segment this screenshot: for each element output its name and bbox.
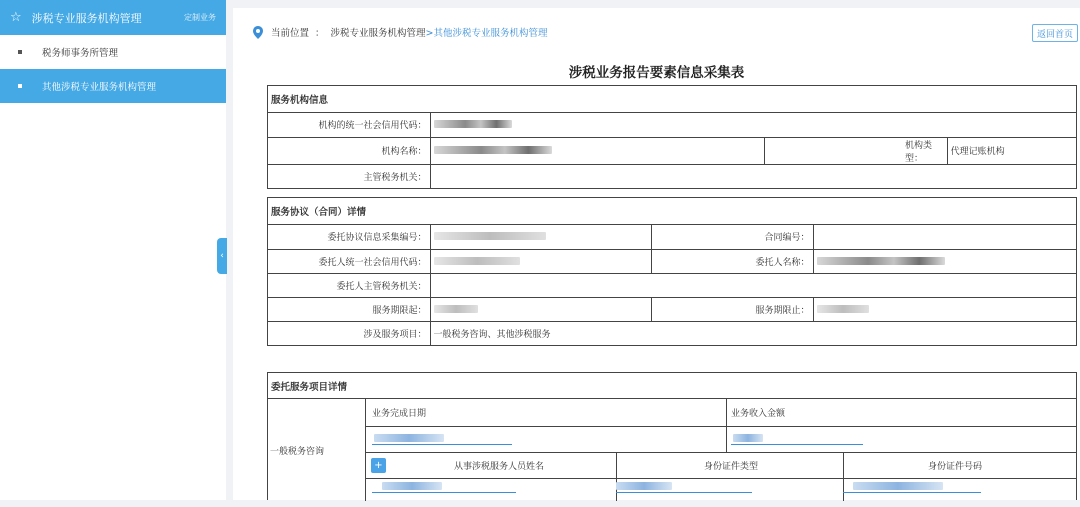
section-title: 委托服务项目详情 — [268, 373, 1076, 399]
form-title: 涉税业务报告要素信息采集表 — [568, 65, 745, 81]
service-items-value: 一般税务咨询、其他涉税服务 — [430, 321, 1076, 345]
client-credit-code-label: 委托人统一社会信用代码： — [268, 249, 430, 273]
service-items-label: 涉及服务项目： — [268, 321, 430, 345]
agency-type-cell — [764, 137, 1076, 164]
section-service-agreement — [267, 197, 1077, 346]
id-type-header: 身份证件类型 — [704, 462, 759, 472]
agreement-no-value — [430, 225, 651, 249]
client-name-value — [813, 249, 1076, 273]
service-end-value — [813, 297, 1076, 321]
sidebar-header[interactable] — [0, 0, 226, 35]
agreement-no-label: 委托协议信息采集编号： — [268, 225, 430, 249]
service-detail-grid — [366, 399, 1076, 501]
sidebar-collapse-button[interactable] — [217, 238, 227, 274]
sidebar-item-label: 其他涉税专业服务机构管理 — [42, 82, 157, 93]
staff-header-row — [366, 453, 1076, 479]
detail-input-row — [366, 427, 1076, 453]
income-amount-header: 业务收入金额 — [731, 409, 786, 419]
custom-business-link[interactable]: 定制业务 — [184, 13, 216, 22]
service-end-label: 服务期限止： — [651, 297, 813, 321]
breadcrumb — [253, 25, 548, 39]
chevron-left-icon: ‹ — [220, 251, 224, 261]
staff-name-input[interactable] — [372, 481, 516, 493]
completion-date-header: 业务完成日期 — [372, 409, 427, 419]
bullet-icon — [18, 50, 22, 54]
main-panel — [233, 8, 1080, 500]
sidebar — [0, 0, 226, 500]
add-staff-button[interactable]: + — [371, 458, 386, 473]
sidebar-item-tax-agent-firm[interactable] — [0, 35, 226, 69]
staff-row — [366, 479, 1076, 501]
agency-name-value — [430, 137, 764, 164]
income-amount-input[interactable] — [731, 433, 863, 445]
sidebar-item-label: 税务师事务所管理 — [42, 48, 119, 59]
agency-type-label: 机构类型： — [905, 140, 933, 164]
service-start-value — [430, 297, 651, 321]
id-type-select[interactable] — [616, 481, 752, 493]
client-name-label: 委托人名称： — [651, 249, 813, 273]
sidebar-item-other-agencies[interactable] — [0, 69, 226, 103]
contract-no-value — [813, 225, 1076, 249]
service-category: 一般税务咨询 — [268, 399, 366, 501]
location-pin-icon — [253, 26, 263, 39]
staff-name-header: 从事涉税服务人员姓名 — [454, 462, 545, 472]
section-title: 服务协议（合同）详情 — [268, 198, 1076, 225]
back-home-button[interactable]: 返回首页 — [1032, 24, 1078, 42]
entrusted-items-table — [268, 399, 1076, 501]
tax-authority-label: 主管税务机关： — [268, 164, 430, 188]
client-credit-code-value — [430, 249, 651, 273]
service-start-label: 服务期限起： — [268, 297, 430, 321]
tax-authority-value — [430, 164, 1076, 188]
star-icon[interactable]: ☆ — [10, 10, 22, 25]
section-agency-info — [267, 85, 1077, 189]
detail-header-row — [366, 399, 1076, 427]
breadcrumb-item-current[interactable]: >其他涉税专业服务机构管理 — [425, 28, 548, 39]
id-number-input[interactable] — [843, 481, 981, 493]
credit-code-value — [430, 113, 1076, 137]
sidebar-header-title: 涉税专业服务机构管理 — [31, 11, 142, 25]
breadcrumb-separator: ： — [315, 28, 325, 39]
bullet-icon — [18, 84, 22, 88]
agency-type-value: 代理记账机构 — [947, 138, 1076, 164]
breadcrumb-item-agency-management[interactable]: 涉税专业服务机构管理 — [330, 28, 426, 39]
section-title: 服务机构信息 — [268, 86, 1076, 113]
completion-date-input[interactable] — [372, 433, 512, 445]
contract-no-label: 合同编号： — [651, 225, 813, 249]
breadcrumb-prefix: 当前位置 — [271, 28, 310, 39]
client-authority-value — [430, 273, 1076, 297]
agency-name-label: 机构名称： — [268, 137, 430, 164]
client-authority-label: 委托人主管税务机关： — [268, 273, 430, 297]
credit-code-label: 机构的统一社会信用代码： — [268, 113, 430, 137]
section-entrusted-items — [267, 372, 1077, 500]
id-number-header: 身份证件号码 — [928, 462, 983, 472]
